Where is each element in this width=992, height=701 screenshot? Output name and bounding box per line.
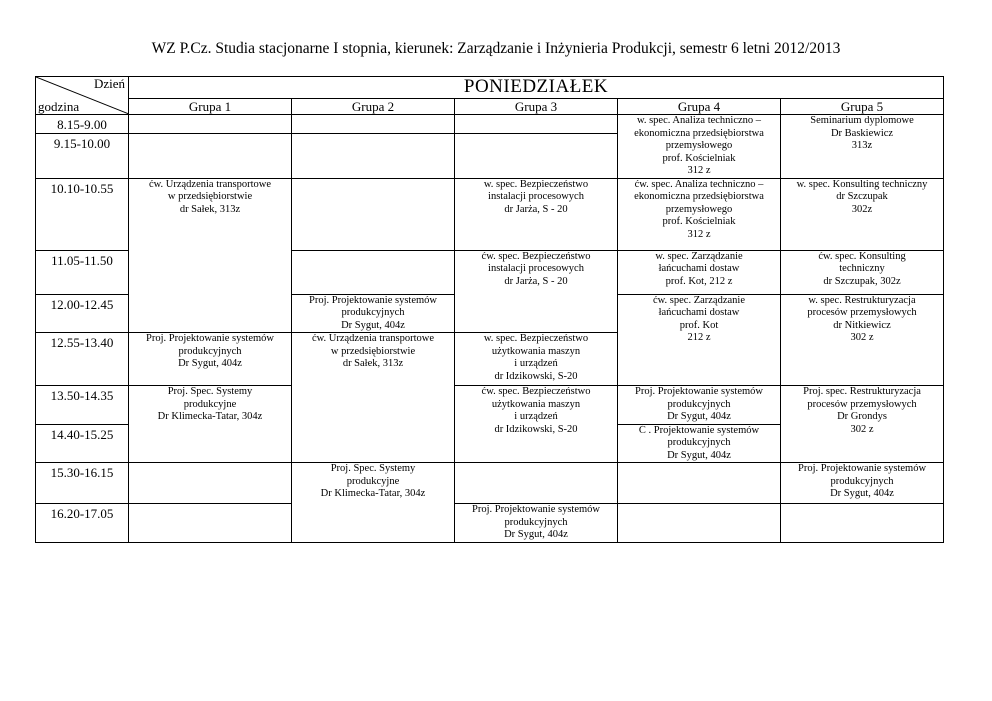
class-cell-line: Dr Sygut, 404z [341, 319, 405, 331]
group-header: Grupa 3 [455, 99, 618, 115]
time-row [36, 463, 944, 504]
class-cell-line: ćw. Urządzenia transportowe [311, 333, 435, 344]
class-cell-line: użytkowania maszyn [491, 398, 581, 410]
class-cell-line: instalacji procesowych [488, 191, 584, 202]
class-cell-line: prof. Kot, 212 z [665, 275, 733, 287]
time-slot-label: 15.30-16.15 [36, 463, 129, 504]
time-row [36, 178, 944, 250]
time-row [36, 386, 944, 425]
group-header: Grupa 5 [781, 99, 944, 115]
time-slot-label: 9.15-10.00 [36, 134, 129, 178]
class-cell-line: Seminarium dyplomowe [810, 115, 914, 126]
time-slot-label: 13.50-14.35 [36, 386, 129, 425]
class-cell-line: Proj. Projektowanie systemów [145, 333, 275, 344]
empty-slot [618, 504, 781, 543]
class-cell-line: dr Szczupak [836, 191, 888, 202]
corner-hour-label: godzina [38, 98, 80, 114]
class-cell-line: Dr Sygut, 404z [667, 411, 731, 422]
class-cell-line: techniczny [839, 263, 885, 274]
class-cell-line: instalacji procesowych [488, 263, 584, 274]
class-cell-line: Dr Sygut, 404z [178, 358, 242, 369]
group-header: Grupa 1 [129, 99, 292, 115]
class-cell [618, 250, 781, 294]
class-cell [292, 333, 455, 463]
class-cell-line: 302 z [850, 332, 874, 343]
class-cell-line: dr Jarża, S - 20 [504, 275, 568, 287]
class-cell-line: 313z [851, 140, 873, 151]
class-cell-line: 312 z [687, 165, 711, 176]
empty-slot [618, 463, 781, 504]
class-cell-line: ćw. spec. Konsulting [818, 250, 906, 262]
class-cell [129, 333, 292, 386]
day-header: PONIEDZIAŁEK [129, 77, 944, 99]
class-cell-line: ekonomiczna przedsiębiorstwa [634, 191, 764, 202]
class-cell-line: produkcyjne [346, 475, 400, 487]
class-cell [129, 178, 292, 333]
class-cell-line: produkcyjnych [667, 437, 731, 448]
class-cell-line: przemysłowego [665, 140, 733, 151]
group-header: Grupa 2 [292, 99, 455, 115]
class-cell [455, 386, 618, 463]
empty-slot [129, 504, 292, 543]
class-cell [455, 504, 618, 543]
class-cell-line: dr Jarża, S - 20 [504, 203, 568, 215]
class-cell-line: w przedsiębiorstwie [167, 191, 253, 202]
timetable [35, 76, 944, 543]
class-cell [618, 115, 781, 179]
class-cell [129, 386, 292, 463]
class-cell-line: prof. Kościelniak [662, 152, 736, 164]
class-cell-line: produkcyjnych [830, 475, 894, 487]
class-cell-line: produkcyjnych [178, 345, 242, 357]
class-cell-line: dr Sałek, 313z [179, 203, 241, 215]
class-cell-line: w. spec. Konsulting techniczny [796, 178, 928, 190]
class-cell-line: i urządzeń [514, 411, 558, 422]
empty-slot [292, 250, 455, 294]
class-cell-line: w. spec. Analiza techniczno – [636, 115, 762, 126]
time-slot-label: 10.10-10.55 [36, 178, 129, 250]
class-cell [455, 333, 618, 386]
class-cell-line: 212 z [687, 332, 711, 343]
class-cell-line: Dr Grondys [837, 411, 887, 422]
class-cell-line: prof. Kot [679, 319, 719, 331]
class-cell-line: w. spec. Restrukturyzacja [808, 294, 916, 306]
class-cell-line: w. spec. Bezpieczeństwo [483, 333, 589, 344]
class-cell [781, 386, 944, 463]
class-cell [618, 294, 781, 386]
class-cell [292, 463, 455, 543]
class-cell-line: Dr Sygut, 404z [504, 529, 568, 540]
class-cell-line: prof. Kościelniak [662, 216, 736, 227]
timetable-grid [35, 76, 944, 543]
class-cell-line: ćw. spec. Bezpieczeństwo [481, 250, 591, 262]
class-cell-line: 312 z [687, 228, 711, 240]
class-cell-line: Ć . Projektowanie systemów [638, 424, 760, 436]
class-cell-line: i urządzeń [514, 358, 558, 369]
empty-slot [292, 178, 455, 250]
class-cell-line: ćw. Urządzenia transportowe [148, 178, 272, 190]
class-cell [292, 294, 455, 333]
class-cell-line: Proj. spec. Restrukturyzacja [803, 386, 921, 397]
class-cell-line: Proj. Projektowanie systemów [634, 386, 764, 397]
class-cell-line: produkcyjnych [504, 516, 568, 528]
empty-slot [455, 134, 618, 178]
class-cell [455, 178, 618, 250]
class-cell-line: łańcuchami dostaw [658, 263, 740, 274]
class-cell [618, 386, 781, 425]
class-cell-line: w przedsiębiorstwie [330, 345, 416, 357]
class-cell-line: ćw. spec. Zarządzanie [652, 294, 745, 306]
time-row [36, 115, 944, 134]
time-slot-label: 16.20-17.05 [36, 504, 129, 543]
time-slot-label: 11.05-11.50 [36, 250, 129, 294]
empty-slot [129, 115, 292, 134]
class-cell-line: dr Idzikowski, S-20 [494, 370, 578, 382]
document-title: WZ P.Cz. Studia stacjonarne I stopnia, kierunek: Zarządzanie i Inżynieria Produkcji, semestr 6 letni 2012/2013 [151, 40, 841, 57]
class-cell-line: procesów przemysłowych [807, 307, 917, 318]
class-cell-line: przemysłowego [665, 203, 733, 215]
class-cell-line: użytkowania maszyn [491, 345, 581, 357]
class-cell-line: ekonomiczna przedsiębiorstwa [634, 127, 764, 139]
class-cell-line: produkcyjne [183, 398, 237, 410]
class-cell [781, 178, 944, 250]
class-cell [618, 424, 781, 463]
class-cell-line: łańcuchami dostaw [658, 307, 740, 318]
class-cell-line: Proj. Projektowanie systemów [798, 463, 927, 474]
empty-slot [292, 115, 455, 134]
class-cell [781, 115, 944, 179]
class-cell-line: produkcyjnych [667, 398, 731, 410]
class-cell [781, 294, 944, 386]
class-cell-line: ćw. spec. Analiza techniczno – [634, 178, 764, 190]
class-cell-line: 302 z [850, 423, 874, 435]
class-cell-line: Proj. Spec. Systemy [167, 386, 253, 397]
class-cell [781, 250, 944, 294]
class-cell-line: ćw. spec. Bezpieczeństwo [481, 386, 591, 397]
class-cell-line: Proj. Projektowanie systemów [308, 294, 438, 306]
empty-slot [455, 115, 618, 134]
class-cell-line: 302z [851, 203, 873, 215]
class-cell-line: w. spec. Bezpieczeństwo [483, 178, 589, 190]
class-cell [455, 250, 618, 333]
empty-slot [129, 134, 292, 178]
empty-slot [292, 134, 455, 178]
class-cell [781, 463, 944, 504]
class-cell-line: dr Idzikowski, S-20 [494, 423, 578, 435]
empty-slot [129, 463, 292, 504]
time-slot-label: 14.40-15.25 [36, 424, 129, 463]
class-cell-line: dr Nitkiewicz [833, 319, 891, 331]
class-cell-line: procesów przemysłowych [807, 398, 917, 410]
group-header: Grupa 4 [618, 99, 781, 115]
time-slot-label: 12.55-13.40 [36, 333, 129, 386]
time-row [36, 504, 944, 543]
corner-header [36, 77, 129, 115]
class-cell-line: dr Sałek, 313z [342, 358, 404, 369]
class-cell-line: Dr Klimecka-Tatar, 304z [157, 411, 263, 422]
class-cell-line: Dr Sygut, 404z [830, 488, 894, 499]
class-cell-line: Proj. Spec. Systemy [330, 463, 416, 474]
time-slot-label: 8.15-9.00 [36, 115, 129, 134]
class-cell-line: produkcyjnych [341, 307, 405, 318]
class-cell-line: dr Szczupak, 302z [823, 275, 901, 287]
class-cell-line: Dr Sygut, 404z [667, 449, 731, 461]
class-cell [618, 178, 781, 250]
empty-slot [455, 463, 618, 504]
class-cell-line: w. spec. Zarządzanie [655, 250, 743, 262]
time-slot-label: 12.00-12.45 [36, 294, 129, 333]
empty-slot [781, 504, 944, 543]
class-cell-line: Proj. Projektowanie systemów [471, 504, 601, 515]
corner-day-label: Dzień [93, 76, 125, 91]
class-cell-line: Dr Klimecka-Tatar, 304z [320, 488, 426, 499]
class-cell-line: Dr Baskiewicz [830, 127, 894, 139]
